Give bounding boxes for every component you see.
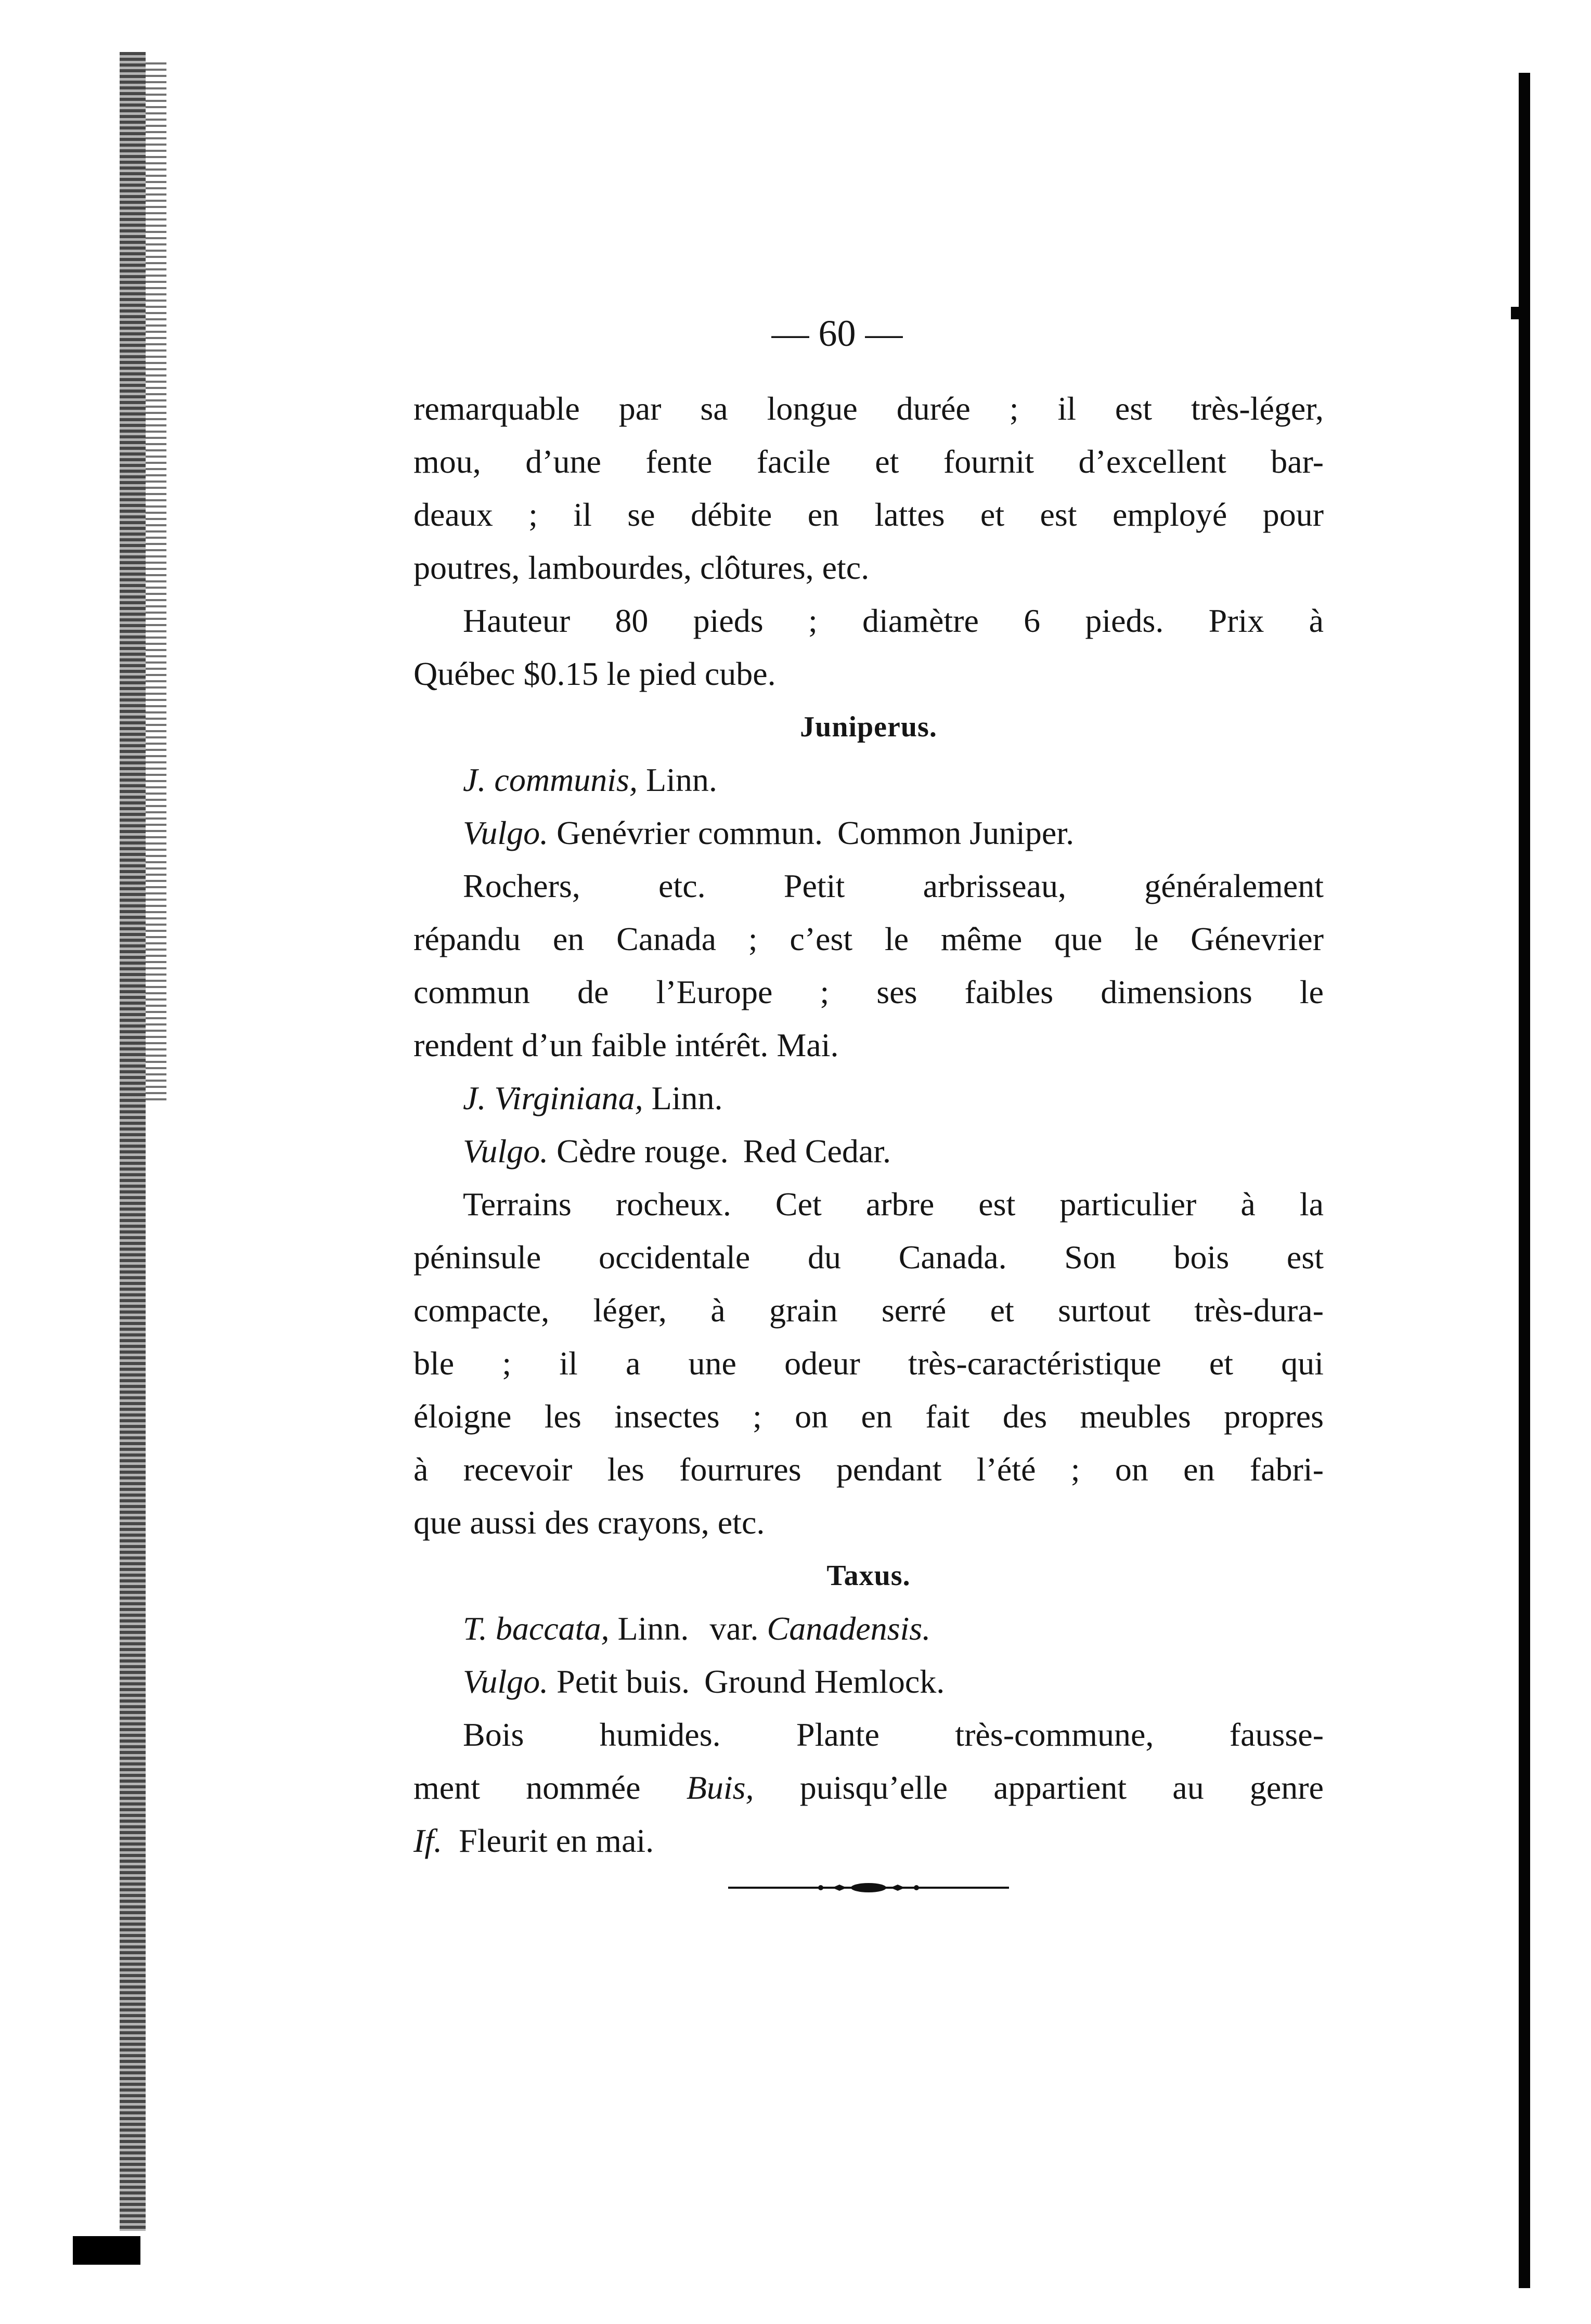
species-line-t-baccata bbox=[413, 1602, 1324, 1655]
text-line: répandu en Canada ; c’est le même que le Génevrier bbox=[413, 920, 1324, 957]
species-author: Linn. bbox=[617, 1610, 689, 1647]
species-name: J. communis, bbox=[463, 761, 638, 798]
genus-heading-juniperus: Juniperus. bbox=[800, 711, 937, 743]
scan-left-block bbox=[73, 2236, 140, 2265]
species-author: Linn. bbox=[651, 1080, 723, 1116]
vulgo-line-j-communis bbox=[413, 807, 1324, 860]
vulgo-en: Red Cedar. bbox=[743, 1133, 891, 1170]
vulgo-en: Ground Hemlock. bbox=[704, 1663, 945, 1700]
vulgo-en: Common Juniper. bbox=[837, 814, 1075, 851]
text-line: Bois humides. Plante très-commune, fausse- bbox=[463, 1716, 1324, 1753]
vulgo-line-t-baccata bbox=[413, 1655, 1324, 1708]
page-number: — 60 — bbox=[771, 313, 903, 354]
text-fragment: puisqu’elle appartient au genre bbox=[799, 1769, 1324, 1806]
text-line: à recevoir les fourrures pendant l’été ; on en fabri- bbox=[413, 1451, 1324, 1488]
variety-label: var. bbox=[709, 1610, 759, 1647]
variety-name: Canadensis. bbox=[767, 1610, 931, 1647]
text-line: compacte, léger, à grain serré et surtout très-dura- bbox=[413, 1292, 1324, 1329]
scan-right-edge bbox=[1519, 73, 1530, 2288]
species-line-j-virginiana bbox=[413, 1072, 1324, 1125]
text-line: poutres, lambourdes, clôtures, etc. bbox=[413, 549, 870, 586]
species-line-j-communis bbox=[413, 754, 1324, 807]
vulgo-fr: Cèdre rouge. bbox=[557, 1133, 729, 1170]
if-italic: If. bbox=[413, 1822, 443, 1859]
text-line-buis bbox=[413, 1761, 1324, 1814]
vulgo-fr: Petit buis. bbox=[557, 1663, 690, 1700]
vulgo-label: Vulgo. bbox=[463, 1663, 549, 1700]
text-line: Québec $0.15 le pied cube. bbox=[413, 655, 776, 692]
text-line: ble ; il a une odeur très-caractéristique et qui bbox=[413, 1345, 1324, 1382]
text-line: Hauteur 80 pieds ; diamètre 6 pieds. Prix à bbox=[463, 602, 1324, 639]
buis-italic: Buis, bbox=[686, 1769, 754, 1806]
scan-left-edge bbox=[120, 52, 146, 2231]
text-line-if bbox=[413, 1814, 1324, 1867]
page-body bbox=[413, 382, 1324, 1867]
text-fragment: Fleurit en mai. bbox=[459, 1822, 654, 1859]
text-line: péninsule occidentale du Canada. Son bois est bbox=[413, 1239, 1324, 1276]
text-line: Terrains rocheux. Cet arbre est particulier à la bbox=[463, 1186, 1324, 1223]
genus-heading-taxus: Taxus. bbox=[826, 1560, 911, 1592]
section-end-ornament bbox=[728, 1882, 1009, 1893]
text-line: éloigne les insectes ; on en fait des meubles propres bbox=[413, 1398, 1324, 1435]
vulgo-label: Vulgo. bbox=[463, 814, 549, 851]
text-line: commun de l’Europe ; ses faibles dimensions le bbox=[413, 973, 1324, 1010]
vulgo-line-j-virginiana bbox=[413, 1125, 1324, 1178]
text-line: deaux ; il se débite en lattes et est employé pour bbox=[413, 496, 1324, 533]
text-line: Rochers, etc. Petit arbrisseau, généralement bbox=[463, 867, 1324, 904]
text-line: que aussi des crayons, etc. bbox=[413, 1504, 765, 1541]
text-line: rendent d’un faible intérêt. Mai. bbox=[413, 1027, 839, 1063]
vulgo-label: Vulgo. bbox=[463, 1133, 549, 1170]
text-fragment: ment nommée bbox=[413, 1769, 641, 1806]
vulgo-fr: Genévrier commun. bbox=[557, 814, 823, 851]
species-author: Linn. bbox=[645, 761, 717, 798]
scan-left-edge-speckle bbox=[146, 62, 166, 1102]
species-name: J. Virginiana, bbox=[463, 1080, 643, 1116]
species-name: T. baccata, bbox=[463, 1610, 610, 1647]
text-line: remarquable par sa longue durée ; il est très-léger, bbox=[413, 390, 1324, 427]
text-line: mou, d’une fente facile et fournit d’excellent bar- bbox=[413, 443, 1324, 480]
